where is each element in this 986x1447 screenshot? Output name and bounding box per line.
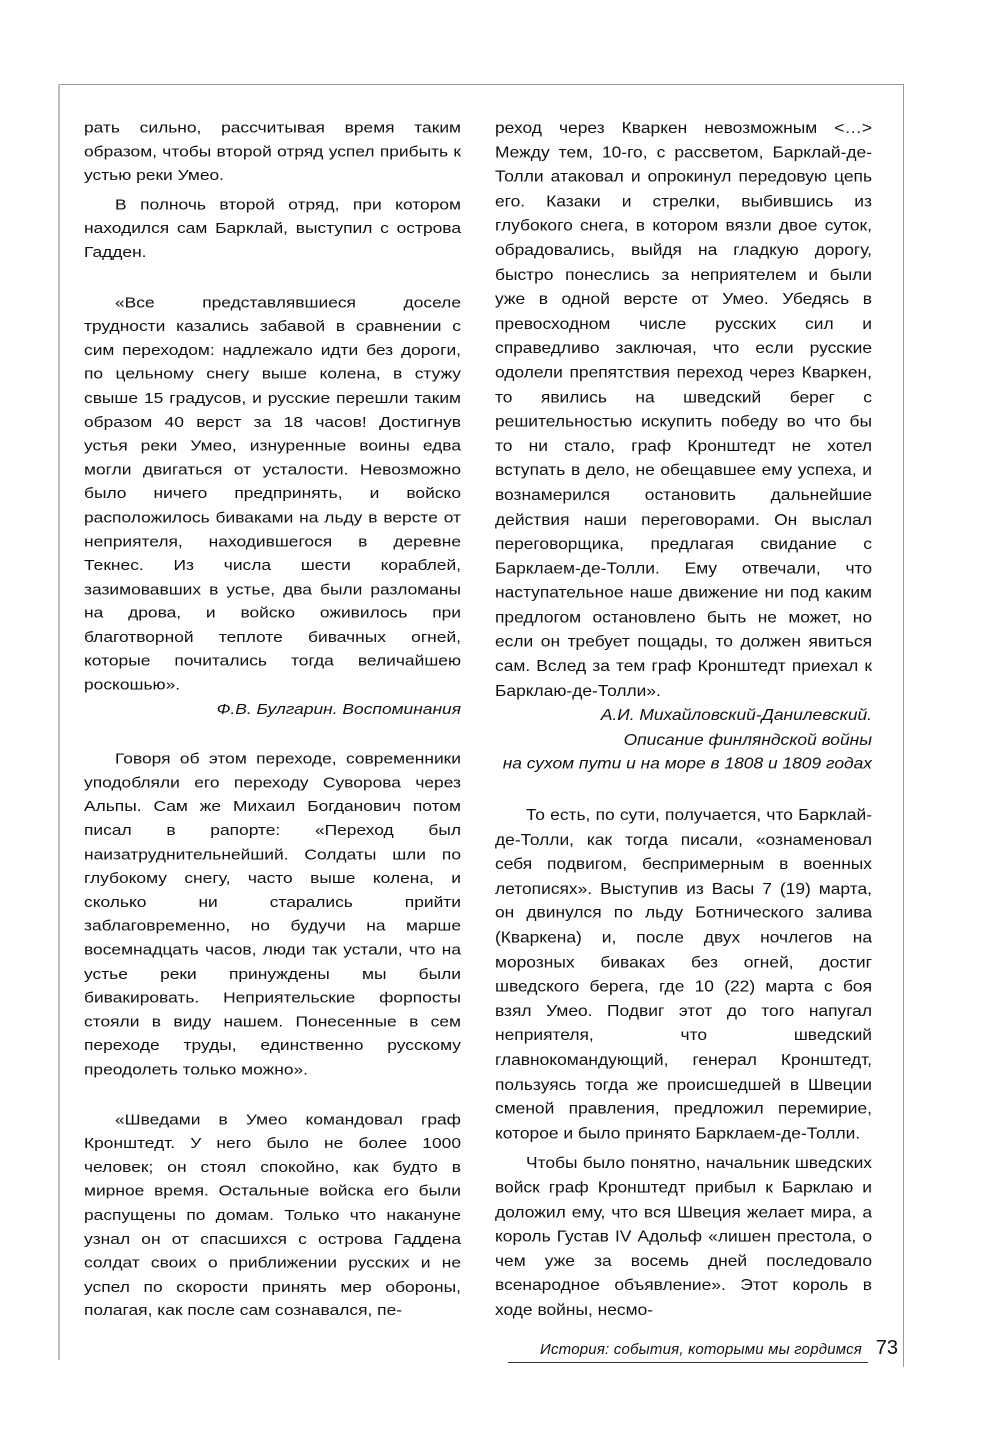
footer-rule <box>508 1362 868 1364</box>
block-quote: «Шведами в Умео командовал граф Кронштедт. У него было не более 1000 человек; он стоял спокойно, как будто в мирное время. Остальные войска его были распущены по домам. Только что накануне узнал он от спасшихся с острова Гаддена солдат своих о приближении русских и не успел по скорости принять мер обороны, полагая, как после сам сознавался, пе- <box>84 1110 461 1319</box>
paragraph: Чтобы было понятно, начальник шведских войск граф Кронштедт прибыл к Барклаю и доложил ему, что вся Швеция желает мира, а король Густав IV Адольф «лишен престола, о чем уже за восемь дней последовало всенародное объявление». Этот король в ходе войны, несмо- <box>495 1153 872 1319</box>
quote-attribution-subtitle: на сухом пути и на море в 1808 и 1809 годах <box>502 754 872 773</box>
paragraph: рать сильно, рассчитывая время таким образом, чтобы второй отряд успел прибыть к устью реки Умео. <box>84 118 461 184</box>
paragraph: В полночь второй отряд, при котором находился сам Барклай, выступил с острова Гадден. <box>84 195 461 261</box>
left-column <box>84 116 461 1323</box>
quote-attribution-author: А.И. Михайловский-Данилевский. <box>600 705 872 724</box>
right-column <box>495 116 872 1323</box>
running-title: История: события, которыми мы гордимся <box>540 1341 862 1358</box>
paragraph: Говоря об этом переходе, современники уподобляли его переходу Суворова через Альпы. Сам же Михаил Богданович потом писал в рапорте: «Переход был наизатруднительнейший. Солдаты шли по глубокому снегу, часто выше колена, и сколько ни старались прийти заблаговременно, но будучи на марше восемнадцать часов, люди так устали, что на устье реки принуждены мы были бивакировать. Неприятельские форпосты стояли в виду нашем. Понесенные в сем переходе труды, единственно русскому преодолеть только можно». <box>84 749 461 1078</box>
block-quote-continued: реход через Кваркен невозможным <…> Между тем, 10-го, с рассветом, Барклай-де-Толли атаковал и опрокинул передовую цепь его. Казаки и стрелки, выбившись из глубокого снега, в котором вязли двое суток, обрадовались, выйдя на гладкую дорогу, быстро понеслись за неприятелем и были уже в одной версте от Умео. Убедясь в превосходном числе русских сил и справедливо заключая, что если русские одолели препятствия переход через Кваркен, то явились на шведский берег с решительностью искупить победу во что бы то ни стало, граф Кронштедт не хотел вступать в дело, не обещавшее ему успеха, и вознамерился остановить дальнейшие действия наши переговорами. Он выслал переговорщика, предлагая свидание с Барклаем-де-Толли. Ему отвечали, что наступательное наше движение ни под каким предлогом остановлено быть не может, но если он требует пощады, то должен явиться сам. Вслед за тем граф Кронштедт приехал к Барклаю-де-Толли». <box>495 118 872 700</box>
quote-attribution-title: Описание финляндской войны <box>623 730 872 749</box>
block-quote: «Все представлявшиеся доселе трудности казались забавой в сравнении с сим переходом: надлежало идти без дороги, по цельному снегу выше колена, в стужу свыше 15 градусов, и русские перешли таким образом 40 верст за 18 часов! Достигнув устья реки Умео, изнуренные воины едва могли двигаться от усталости. Невозможно было ничего предпринять, и войско расположилось биваками на льду в версте от неприятеля, находившегося в деревне Текнес. Из числа шести кораблей, зазимовавших в устье, два были разломаны на дрова, и войско оживилось при благотворной теплоте бивачных огней, которые почитались тогда величайшею роскошью». <box>84 293 461 694</box>
page-frame-left-edge <box>58 84 60 1360</box>
paragraph: То есть, по сути, получается, что Барклай-де-Толли, как тогда писали, «ознаменовал себя подвигом, беспримерным в военных летописях». Выступив из Васы 7 (19) марта, он двинулся по льду Ботнического залива (Кваркена) и, после двух ночлегов на морозных биваках без огней, достиг шведского берега, где 10 (22) марта с боя взял Умео. Подвиг этот до того напугал неприятеля, что шведский главнокомандующий, генерал Кронштедт, пользуясь тогда же происшедшей в Швеции сменой правления, предложил перемирие, которое и было принято Барклаем-де-Толли. <box>495 805 872 1142</box>
page-number: 73 <box>875 1337 898 1359</box>
page-footer <box>508 1337 906 1367</box>
quote-attribution: Ф.В. Булгарин. Воспоминания <box>216 699 461 718</box>
